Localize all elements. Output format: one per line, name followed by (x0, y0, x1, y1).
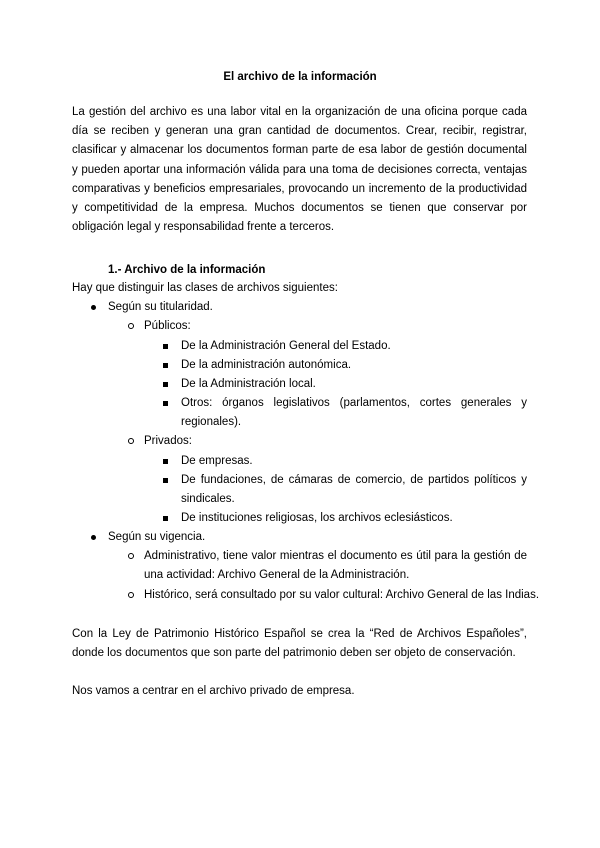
circle-bullet-icon (128, 317, 134, 336)
list-item-publicos: Públicos: (144, 320, 191, 332)
list-item: De empresas. (181, 455, 253, 467)
closing-paragraph: Con la Ley de Patrimonio Histórico Español se crea la “Red de Archivos Españoles”, donde los documentos que son parte del patrimonio deben ser objeto de conservación. (72, 628, 527, 660)
list-item-privados: Privados: (144, 435, 192, 447)
list-item: Administrativo, tiene valor mientras el documento es útil para la gestión de una actividad: Archivo General de la Administración. (144, 550, 527, 582)
disc-bullet-icon (91, 298, 96, 317)
list-item: De fundaciones, de cámaras de comercio, de partidos políticos y sindicales. (181, 474, 527, 506)
list-item: Histórico, será consultado por su valor cultural: Archivo General de las Indias. (144, 589, 540, 601)
square-bullet-icon (163, 452, 168, 471)
list-item: Otros: órganos legislativos (parlamentos, cortes generales y regionales). (181, 397, 527, 429)
square-bullet-icon (163, 394, 168, 413)
square-bullet-icon (163, 471, 168, 490)
list-item: De instituciones religiosas, los archivos eclesiásticos. (181, 512, 453, 524)
circle-bullet-icon (128, 586, 134, 605)
square-bullet-icon (163, 375, 168, 394)
circle-bullet-icon (128, 432, 134, 451)
section-lead: Hay que distinguir las clases de archivos siguientes: (72, 282, 338, 294)
circle-bullet-icon (128, 547, 134, 566)
list-item-titularidad: Según su titularidad. (108, 301, 213, 313)
square-bullet-icon (163, 356, 168, 375)
square-bullet-icon (163, 509, 168, 528)
square-bullet-icon (163, 337, 168, 356)
document-title: El archivo de la información (223, 71, 377, 83)
list-item-vigencia: Según su vigencia. (108, 531, 206, 543)
disc-bullet-icon (91, 528, 96, 547)
intro-paragraph: La gestión del archivo es una labor vital en la organización de una oficina porque cada día se reciben y generan una gran cantidad de documentos. Crear, recibir, registrar, clasificar y almacenar los documentos forman parte de esa labor de gestión documental y pueden aportar una información válida para una toma de decisiones correcta, ventajas comparativas y beneficios empresariales, provocando un incremento de la productividad y competitividad de la empresa. Muchos documentos se tienen que conservar por obligación legal y responsabilidad frente a terceros. (72, 106, 527, 234)
final-paragraph: Nos vamos a centrar en el archivo privado de empresa. (72, 685, 355, 697)
list-item: De la Administración local. (181, 378, 316, 390)
list-item: De la administración autonómica. (181, 359, 352, 371)
list-item: De la Administración General del Estado. (181, 340, 391, 352)
section-heading: 1.- Archivo de la información (108, 264, 266, 276)
